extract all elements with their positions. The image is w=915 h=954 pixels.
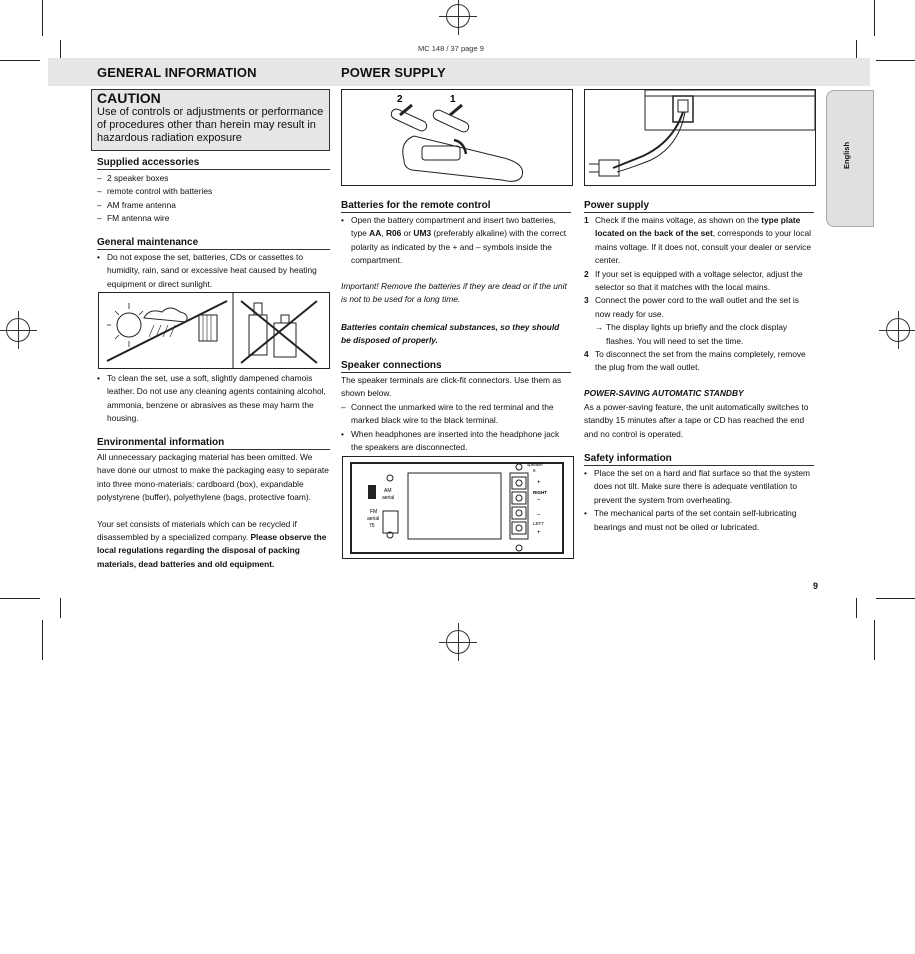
crop-mark	[60, 40, 61, 60]
list-item: – AM frame antenna	[97, 199, 176, 210]
batteries-chemical: Batteries contain chemical substances, so they should be disposed of properly.	[341, 322, 560, 346]
safety-heading: Safety information	[584, 453, 814, 466]
batteries-important: Important! Remove the batteries if they are dead or if the unit is not to be used for a long time.	[341, 281, 567, 305]
batteries-heading: Batteries for the remote control	[341, 200, 571, 213]
safety-bullet-2: • The mechanical parts of the set contain self-lubricating bearings and must not be oiled or lubricated.	[584, 508, 797, 532]
standby-text: As a power-saving feature, the unit automatically switches to standby 15 minutes after a tape or CD has reached the end and no control is operated.	[584, 402, 809, 439]
speaker-intro: The speaker terminals are click-fit connectors. Use them as shown below.	[341, 375, 562, 399]
crop-mark	[876, 598, 915, 599]
caution-title: CAUTION	[97, 90, 161, 106]
standby-heading: POWER-SAVING AUTOMATIC STANDBY	[584, 388, 744, 398]
batteries-bullet: • Open the battery compartment and insert two batteries, type AA, R06 or UM3 (preferably alkaline) with the correct polarity as indicated by the + and – symbols inside the compartment.	[341, 215, 567, 266]
crop-mark	[42, 620, 43, 660]
accessories-list	[97, 172, 330, 226]
plus-sign: +	[537, 530, 541, 536]
am-label: AM	[384, 488, 392, 494]
batteries-illustration	[341, 89, 573, 186]
power-step-1: 1 Check if the mains voltage, as shown on the type plate located on the back of the set, corresponds to your local mains voltage. If it does not, consult your dealer or service center.	[584, 215, 811, 266]
fm-aerial-label: aerial	[367, 516, 380, 522]
list-item: – 2 speaker boxes	[97, 173, 169, 183]
registration-mark-left	[6, 318, 30, 342]
crop-mark	[856, 598, 857, 618]
speaker-ohm-label: 8	[533, 468, 536, 473]
battery-label-2: 2	[397, 94, 403, 105]
power-step-3: 3 Connect the power cord to the wall outlet and the set is now ready for use.	[584, 295, 799, 319]
left-label: LEFT	[533, 521, 545, 526]
speaker-terminal-illustration	[342, 456, 574, 559]
power-plug-icon	[585, 90, 815, 185]
fm-label: FM	[370, 509, 378, 515]
crop-mark	[0, 60, 40, 61]
power-step-4: 4 To disconnect the set from the mains completely, remove the plug from the wall outlet.	[584, 349, 806, 373]
power-cord-illustration	[584, 89, 816, 186]
registration-mark-bottom	[446, 630, 470, 654]
crop-mark	[0, 598, 40, 599]
list-item: – FM antenna wire	[97, 213, 170, 224]
caution-text: Use of controls or adjustments or performance of procedures other than herein may result in hazardous radiation exposure	[97, 106, 324, 144]
crop-mark	[876, 60, 915, 61]
language-tab	[826, 90, 874, 227]
speaker-dash-item: – Connect the unmarked wire to the red terminal and the marked black wire to the black terminal.	[341, 401, 554, 426]
safety-bullet-1: • Place the set on a hard and flat surface so that the system does not tilt. Make sure there is adequate ventilation to prevent the system from overheating.	[584, 468, 811, 505]
supplied-accessories-heading: Supplied accessories	[97, 157, 330, 170]
safety-list	[584, 467, 814, 534]
power-supply-steps	[584, 214, 814, 375]
speaker-connections-heading: Speaker connections	[341, 360, 571, 373]
list-item: – remote control with batteries	[97, 186, 213, 197]
section-title-general: GENERAL INFORMATION	[97, 65, 257, 80]
registration-mark-top	[446, 4, 470, 28]
minus-sign: –	[537, 512, 541, 518]
speaker-label: speaker	[527, 462, 544, 467]
page-number: 9	[813, 581, 819, 591]
maintenance-bullet-2: • To clean the set, use a soft, slightly dampened chamois leather. Do not use any cleaning agents containing alcohol, ammonia, benzene or abrasives as these may harm the housing.	[97, 373, 326, 424]
registration-mark-right	[886, 318, 910, 342]
section-title-power: POWER SUPPLY	[341, 65, 446, 80]
caution-box	[91, 89, 330, 151]
power-step-2: 2 If your set is equipped with a voltage selector, adjust the selector so that it matches with the local mains.	[584, 268, 803, 293]
language-tab-label: English	[842, 141, 852, 170]
rear-panel-icon	[343, 457, 573, 558]
fm-75-label: 75	[369, 523, 375, 529]
speaker-text	[341, 374, 571, 454]
crop-mark	[874, 0, 875, 36]
crop-mark	[856, 40, 857, 60]
environmental-para-2: Your set consists of materials which can be recycled if disassembled by a specialized company. Please observe the local regulations regarding the disposal of packing materials, dead batteries and old equipment.	[97, 518, 327, 569]
slug-text: MC 148 / 37 page 9	[418, 44, 484, 53]
environmental-heading: Environmental information	[97, 437, 330, 450]
crop-mark	[874, 620, 875, 660]
general-maintenance-heading: General maintenance	[97, 237, 330, 250]
right-label: RIGHT	[533, 490, 547, 495]
remote-control-battery-icon	[342, 90, 572, 185]
weather-no-exposure-icon	[99, 293, 329, 368]
crop-mark	[42, 0, 43, 36]
crop-mark	[60, 598, 61, 618]
minus-sign: –	[537, 497, 541, 503]
environmental-text	[97, 451, 330, 571]
speaker-bullet-item: • When headphones are inserted into the headphone jack the speakers are disconnected.	[341, 428, 560, 453]
power-supply-heading: Power supply	[584, 200, 814, 213]
power-step-3-result: → The display lights up briefly and the clock display flashes. You will need to set the time.	[595, 322, 788, 346]
battery-label-1: 1	[450, 94, 456, 105]
maintenance-illustration	[98, 292, 330, 369]
plus-sign: +	[537, 480, 541, 486]
environmental-para-1: All unnecessary packaging material has been omitted. We have done our utmost to make the packaging easy to separate into three mono-materials: cardboard (box), expandable polystyrene (buffer), polyethylene (bags, protective foam).	[97, 452, 329, 503]
maintenance-bullet-1: • Do not expose the set, batteries, CDs or cassettes to humidity, rain, sand or excessive heat caused by heating equipment or direct sunlight.	[97, 252, 317, 289]
am-aerial-label: aerial	[382, 495, 395, 501]
